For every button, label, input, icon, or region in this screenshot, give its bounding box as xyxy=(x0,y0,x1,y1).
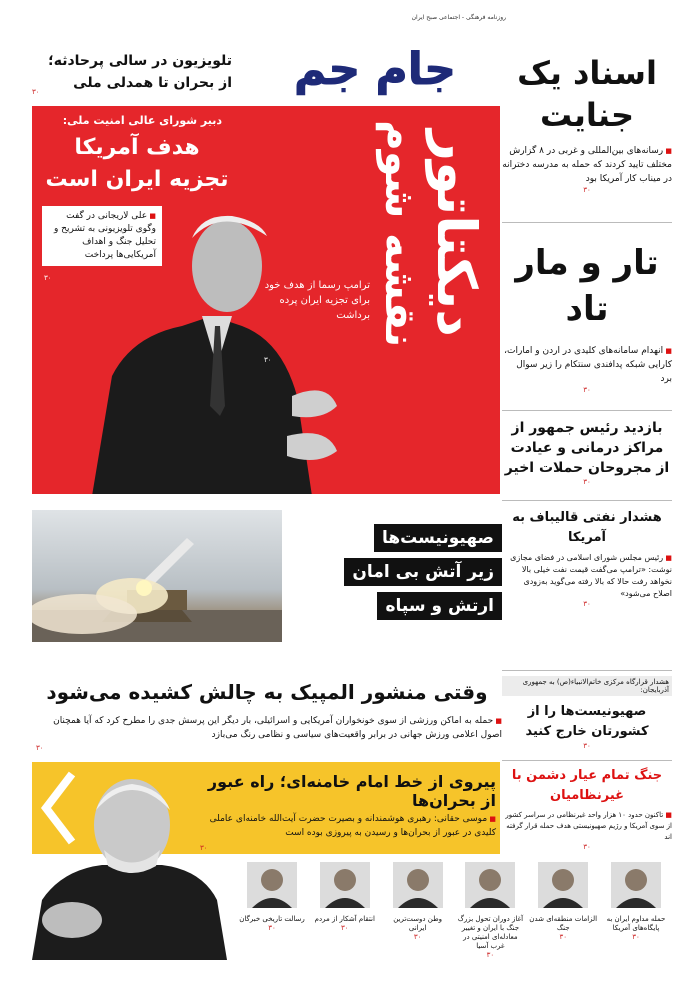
story3-page: ۳۰ xyxy=(583,478,591,486)
right-divider-1 xyxy=(502,222,672,223)
top-left-headline: تلویزیون در سالی پرحادثه؛ از بحران تا همدلی ملی xyxy=(48,53,232,91)
olympic-page: ۳۰ xyxy=(36,744,44,752)
hero-vertical-titles xyxy=(376,120,486,480)
person-icon xyxy=(538,862,588,908)
thumb-1[interactable] xyxy=(602,862,670,962)
thumb-5[interactable] xyxy=(311,862,379,962)
story2-page: ۳۰ xyxy=(583,386,591,394)
thumb-6[interactable] xyxy=(238,862,306,962)
story1-page: ۳۰ xyxy=(583,186,591,194)
right-story-5 xyxy=(502,676,672,750)
story4-body: ■ رئیس مجلس شورای اسلامی در فضای مجازی نوشت: «ترامپ می‌گفت قیمت نفت خیلی بالا نخواهد رفت حالا که بالا رفته می‌گوید به‌زودی اصلاح می‌شود» xyxy=(502,552,672,600)
right-divider-4 xyxy=(502,670,672,671)
olympic-headline: وقتی منشور المپیک به چالش کشیده می‌شود xyxy=(46,680,488,704)
story3-title: بازدید رئیس جمهور از مراکز درمانی و عیادت از مجروحان حملات اخیر xyxy=(504,420,670,476)
missile-line-1: صهیونیست‌ها xyxy=(374,524,502,552)
thumb-2[interactable] xyxy=(529,862,597,962)
thumb-4-caption: وطن دوست‌ترین ایرانی xyxy=(393,915,443,932)
right-divider-5 xyxy=(502,760,672,761)
olympic-body: ■ حمله به اماکن ورزشی از سوی خونخواران آمریکایی و اسرائیلی، بار دیگر این پرسش جدی را مطرح کرد که آیا همچنان اصول اعلامی ورزش جهانی در برابر واقعیت‌های سیاسی و نظامی رنگ می‌بازد xyxy=(32,714,502,742)
right-story-1 xyxy=(502,52,672,194)
missile-launch-photo xyxy=(32,510,282,642)
right-story-3 xyxy=(502,418,672,486)
hero-title: هدف آمریکا تجزیه ایران است xyxy=(45,135,229,192)
missile-line-3: ارتش و سپاه xyxy=(377,592,502,620)
thumb-5-caption: انتقام آشکار از مردم xyxy=(314,915,375,923)
thumb-4[interactable] xyxy=(384,862,452,962)
masthead-top-line: روزنامه فرهنگی - اجتماعی صبح ایران xyxy=(411,14,506,21)
hero-panel xyxy=(32,106,500,494)
story5-page: ۳۰ xyxy=(583,742,591,750)
thumb-2-caption: الزامات منطقه‌ای شدن جنگ xyxy=(529,915,598,932)
hero-caption: ترامپ رسما از هدف خود برای تجزیه ایران پرده برداشت xyxy=(264,280,370,321)
thumb-3[interactable] xyxy=(456,862,524,962)
story4-title: هشدار نفتی قالیباف به آمریکا xyxy=(512,510,662,545)
thumb-6-page: ۳۰ xyxy=(268,924,276,932)
hero-vertical-2: دیکتاتور xyxy=(425,130,488,337)
top-left-page: ۳۰ xyxy=(32,88,40,96)
person-icon xyxy=(465,862,515,908)
person-icon xyxy=(611,862,661,908)
bottom-thumbnails xyxy=(238,862,670,962)
story1-body: ■ رسانه‌های بین‌المللی و غربی در ۸ گزارش مختلف تایید کردند که حمله به مدرسه دخترانه در میناب کار آمریکا بود xyxy=(502,144,672,186)
person-icon xyxy=(247,862,297,908)
hero-subtext: ■ علی لاریجانی در گفت وگوی تلویزیونی به تشریح و تحلیل جنگ و اهداف آمریکایی‌ها پرداخت xyxy=(42,206,162,266)
thumb-1-caption: حمله مداوم ایران به پایگاه‌های آمریکا xyxy=(606,915,666,932)
yellow-page: ۳۰ xyxy=(200,844,208,852)
right-story-4 xyxy=(502,508,672,608)
thumb-3-caption: آغاز دوران تحول بزرگ جنگ با ایران و تغییر معادله‌ای امنیتی در غرب آسیا xyxy=(457,915,524,950)
story5-title: صهیونیست‌ها را از کشورتان خارج کنید xyxy=(525,704,649,739)
missile-line-2: زیر آتش بی امان xyxy=(344,558,502,586)
story5-kicker: هشدار قرارگاه مرکزی خاتم‌الانبیاء(ص) به جمهوری آذربایجان: xyxy=(502,676,672,696)
yellow-headline: پیروی از خط امام خامنه‌ای؛ راه عبور از بحران‌ها xyxy=(207,772,496,810)
hero-caption-page: ۳۰ xyxy=(264,356,272,364)
haghani-portrait xyxy=(32,770,232,960)
thumb-6-caption: رسالت تاریخی خبرگان xyxy=(239,915,305,923)
thumb-4-page: ۳۰ xyxy=(413,933,422,941)
thumb-2-page: ۳۰ xyxy=(559,933,567,941)
newspaper-logo xyxy=(244,40,506,98)
person-icon xyxy=(393,862,443,908)
missile-headlines xyxy=(288,524,502,626)
story6-title: جنگ تمام عیار دشمن با غیرنظامیان xyxy=(511,768,663,803)
hero-kicker: دبیر شورای عالی امنیت ملی: xyxy=(62,114,222,127)
story6-body: ■ تاکنون حدود ۱۰ هزار واحد غیرنظامی در سراسر کشور از سوی آمریکا و رژیم صهیونیستی هدف حمله قرار گرفته اند xyxy=(502,810,672,843)
story4-page: ۳۰ xyxy=(583,600,591,608)
person-icon xyxy=(320,862,370,908)
story6-page: ۳۰ xyxy=(583,843,591,851)
right-divider-2 xyxy=(502,410,672,411)
right-divider-3 xyxy=(502,500,672,501)
hero-sub-page: ۳۰ xyxy=(44,274,52,282)
story2-title: تار و مار تاد xyxy=(515,243,659,329)
thumb-5-page: ۳۰ xyxy=(341,924,349,932)
thumb-1-page: ۳۰ xyxy=(632,933,640,941)
right-story-2 xyxy=(502,240,672,394)
yellow-body: ■ موسی حقانی: رهبری هوشمندانه و بصیرت حضرت آیت‌الله خامنه‌ای عاملی کلیدی در عبور از بحران‌ها و رسیدن به پیروزی بوده است xyxy=(196,812,496,840)
story2-body: ■ انهدام سامانه‌های کلیدی در اردن و امارات، کارایی شبکه پدافندی سنتکام را زیر سوال برد xyxy=(502,344,672,386)
thumb-3-page: ۳۰ xyxy=(486,951,495,959)
hero-vertical-1: نقشه شوم xyxy=(376,120,425,348)
missile-launch-illustration xyxy=(32,510,282,642)
logo-text: جام جم xyxy=(294,43,457,95)
story1-title: اسناد یک جنایت xyxy=(517,54,657,134)
right-story-6 xyxy=(502,766,672,851)
